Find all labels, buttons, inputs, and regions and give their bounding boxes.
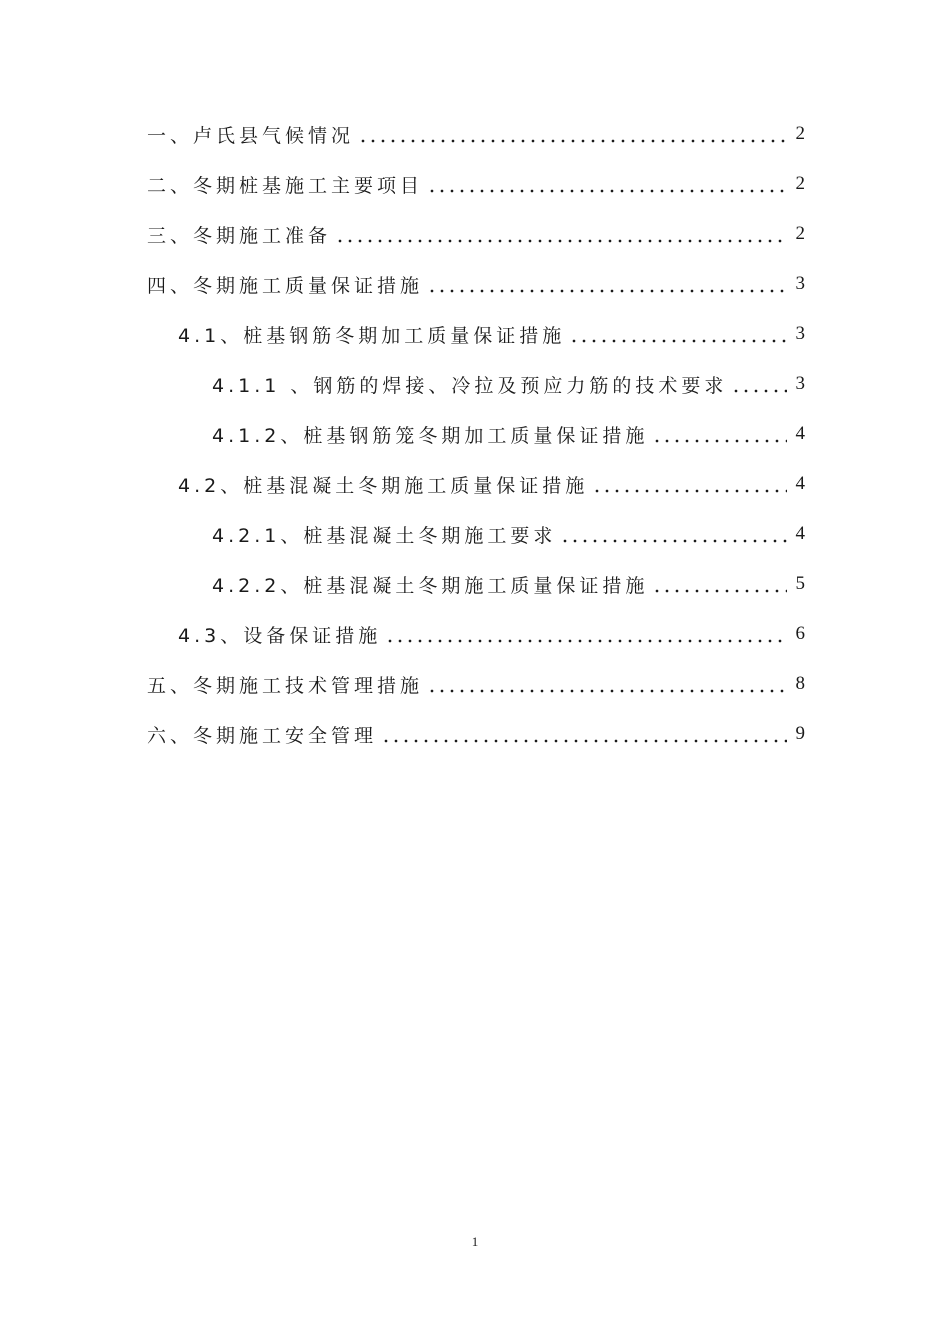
toc-dot-leader <box>731 374 787 394</box>
toc-dot-leader <box>358 124 787 144</box>
toc-entry-page: 6 <box>795 623 805 644</box>
toc-entry-label: 一、卢氏县气候情况 <box>147 124 355 147</box>
toc-entry-page: 3 <box>795 273 805 294</box>
toc-entry-label: 三、冬期施工准备 <box>147 224 332 247</box>
toc-entry-page: 2 <box>795 123 805 144</box>
toc-entry-page: 2 <box>795 173 805 194</box>
toc-entry-page: 4 <box>795 423 805 444</box>
toc-entry[interactable] <box>178 466 805 502</box>
toc-entry[interactable] <box>147 716 805 752</box>
toc-entry-page: 2 <box>795 223 805 244</box>
toc-entry-page: 8 <box>795 673 805 694</box>
toc-entry-label: 4.1、桩基钢筋冬期加工质量保证措施 <box>178 324 566 347</box>
toc-entry-label: 六、冬期施工安全管理 <box>147 724 378 747</box>
toc-entry-label: 四、冬期施工质量保证措施 <box>147 274 424 297</box>
toc-entry-label: 4.1.2、桩基钢筋笼冬期加工质量保证措施 <box>212 424 649 447</box>
toc-dot-leader <box>427 274 787 294</box>
toc-entry[interactable] <box>212 566 805 602</box>
toc-entry[interactable] <box>212 366 805 402</box>
toc-entry[interactable] <box>147 216 805 252</box>
page-number: 1 <box>471 1234 479 1249</box>
toc-dot-leader <box>385 624 787 644</box>
toc-dot-leader <box>381 724 787 744</box>
toc-entry[interactable] <box>212 416 805 452</box>
toc-entry-page: 3 <box>795 323 805 344</box>
toc-dot-leader <box>592 474 787 494</box>
toc-entry[interactable] <box>212 516 805 552</box>
toc-dot-leader <box>652 424 787 444</box>
toc-dot-leader <box>569 324 787 344</box>
toc-entry-label: 4.2.2、桩基混凝土冬期施工质量保证措施 <box>212 574 649 597</box>
toc-entry[interactable] <box>147 666 805 702</box>
toc-dot-leader <box>427 174 787 194</box>
toc-entry-page: 9 <box>795 723 805 744</box>
toc-dot-leader <box>652 574 787 594</box>
toc-entry[interactable] <box>147 116 805 152</box>
toc-dot-leader <box>335 224 787 244</box>
toc-entry[interactable] <box>147 266 805 302</box>
toc-entry-label: 4.1.1 、钢筋的焊接、冷拉及预应力筋的技术要求 <box>212 374 728 397</box>
toc-dot-leader <box>427 674 787 694</box>
toc-entry-page: 4 <box>795 473 805 494</box>
toc-entry-label: 二、冬期桩基施工主要项目 <box>147 174 424 197</box>
toc-entry-page: 4 <box>795 523 805 544</box>
toc-entry-page: 3 <box>795 373 805 394</box>
toc-entry-label: 五、冬期施工技术管理措施 <box>147 674 424 697</box>
toc-entry-label: 4.2.1、桩基混凝土冬期施工要求 <box>212 524 557 547</box>
toc-entry[interactable] <box>178 616 805 652</box>
toc-dot-leader <box>560 524 787 544</box>
toc-entry[interactable] <box>147 166 805 202</box>
toc-entry[interactable] <box>178 316 805 352</box>
toc-entry-label: 4.3、设备保证措施 <box>178 624 382 647</box>
toc-entry-page: 5 <box>795 573 805 594</box>
toc-entry-label: 4.2、桩基混凝土冬期施工质量保证措施 <box>178 474 589 497</box>
